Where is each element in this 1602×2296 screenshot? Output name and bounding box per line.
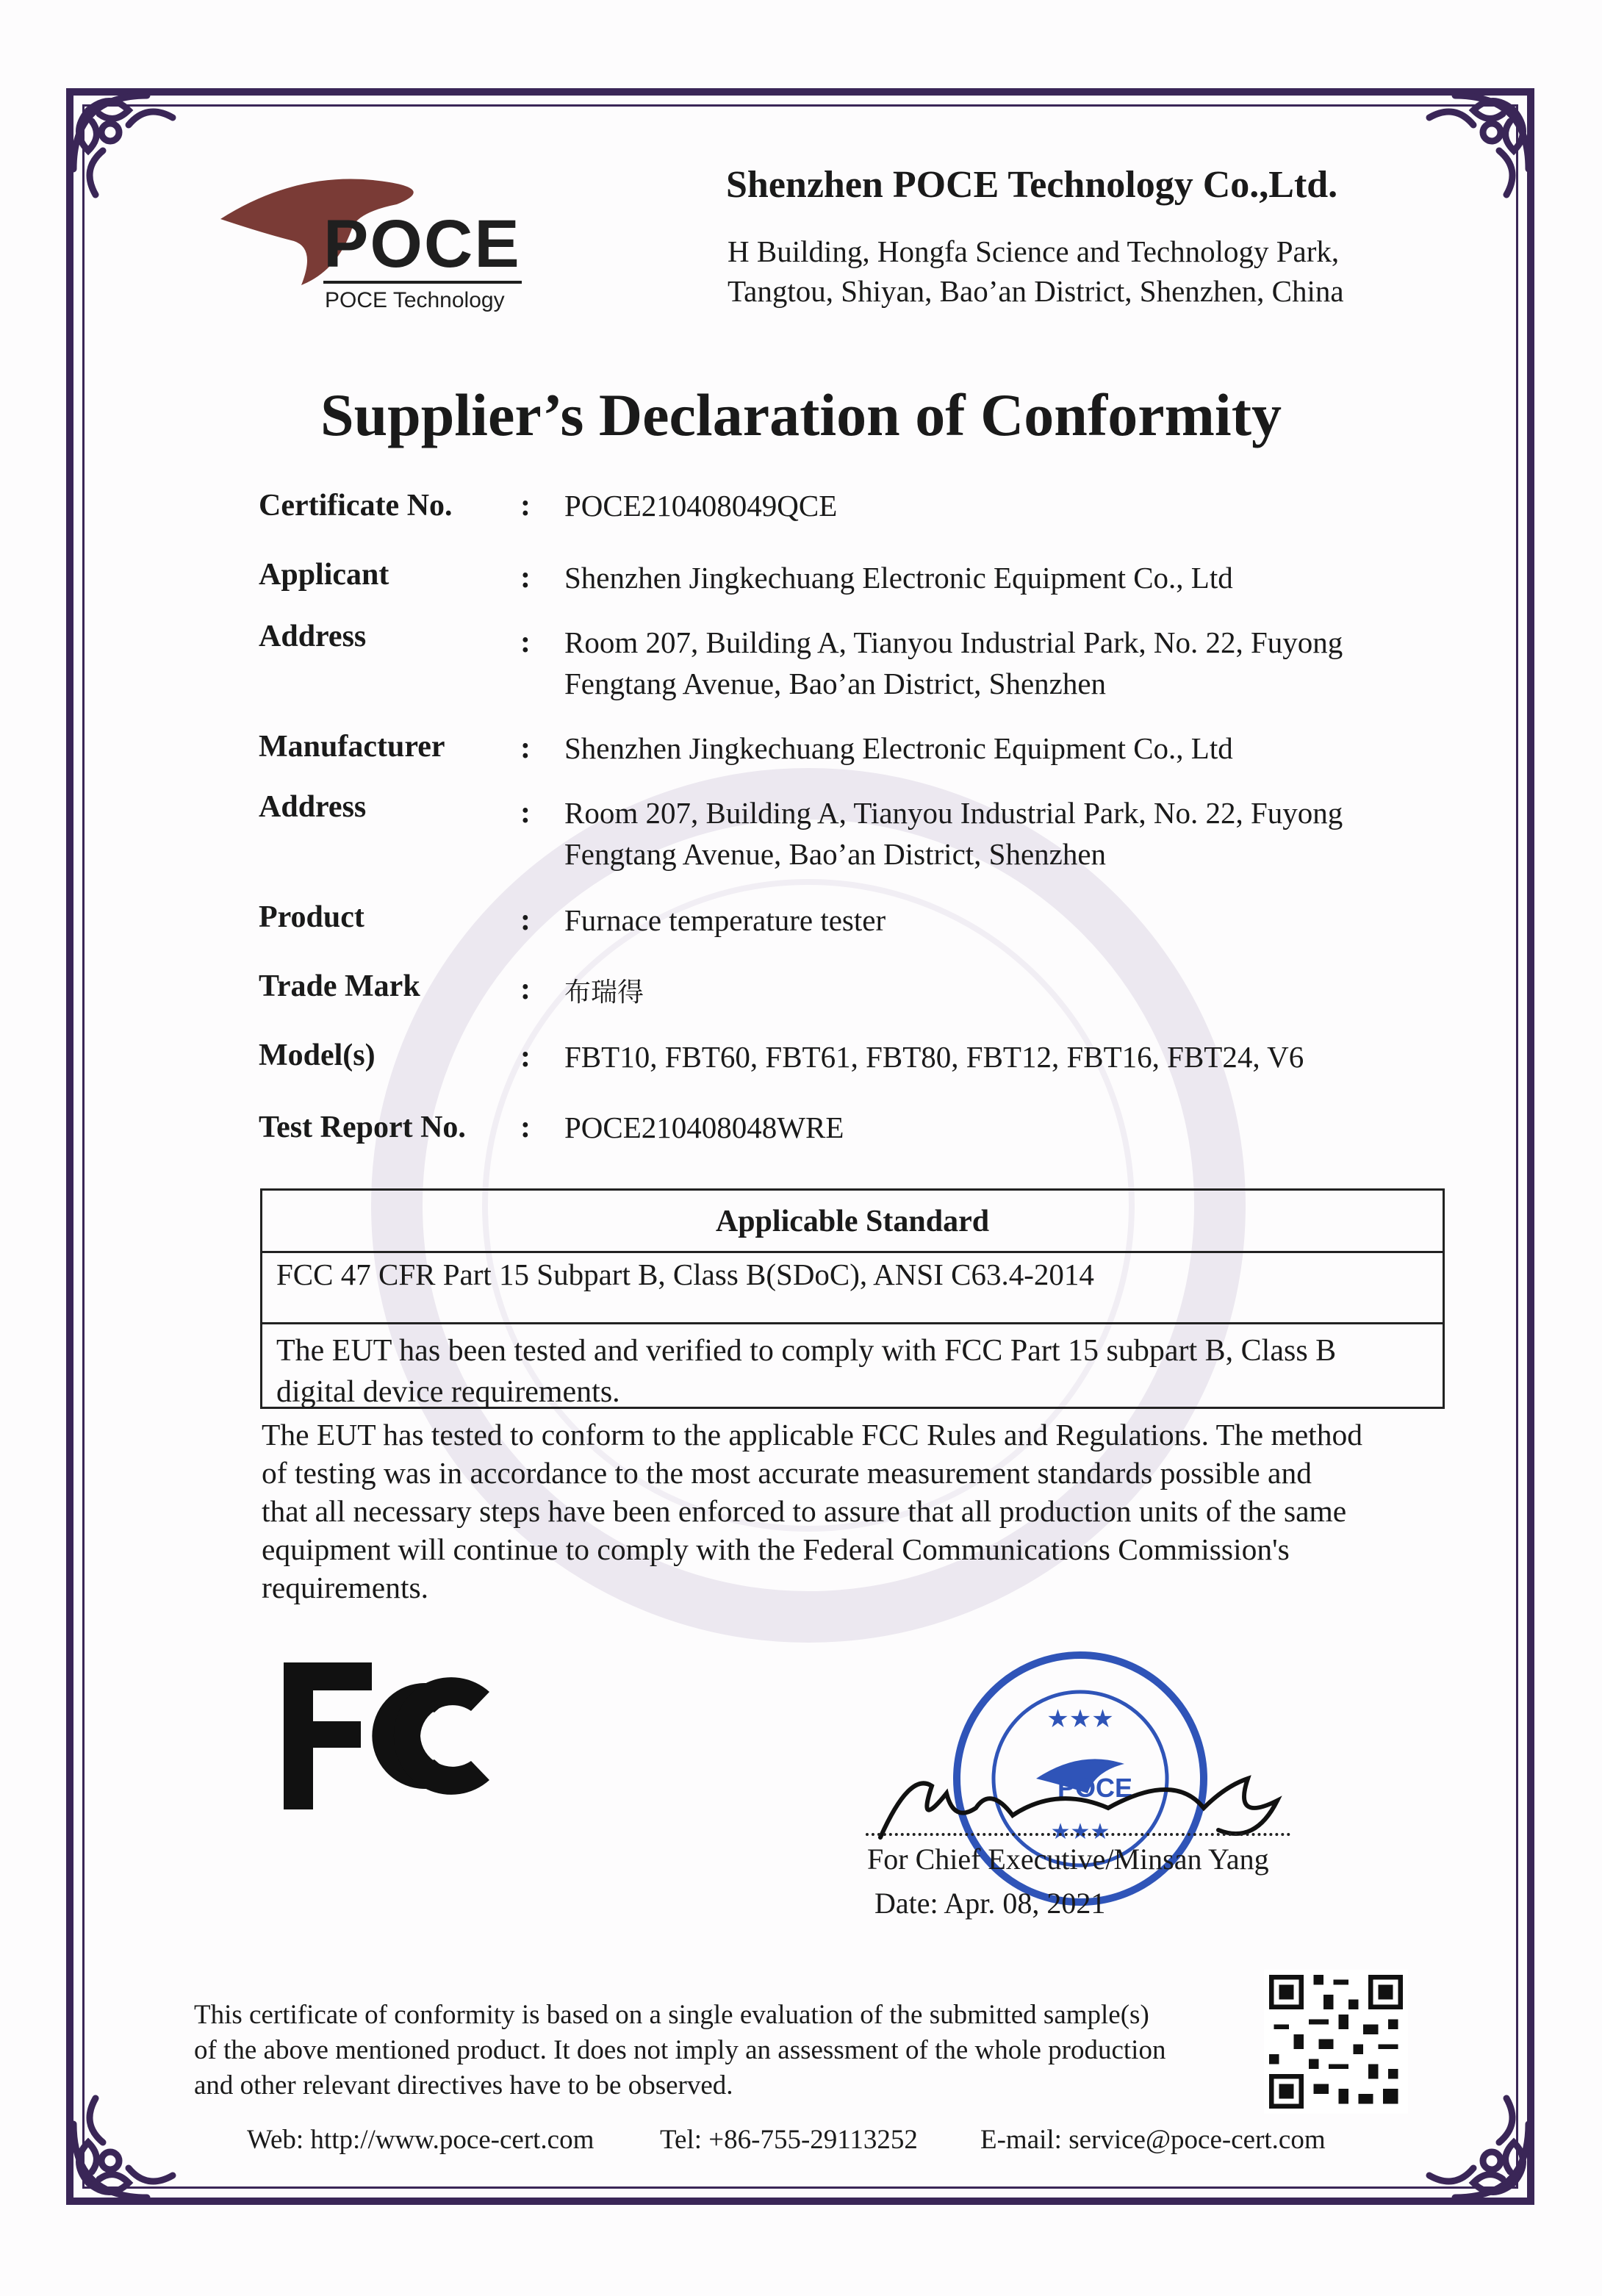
logo-subtext: POCE Technology <box>325 288 505 312</box>
manufacturer-address-label: Address <box>259 790 367 824</box>
colon: : <box>520 903 531 937</box>
colon: : <box>520 972 531 1006</box>
compliance-paragraph-line: requirements. <box>262 1571 429 1604</box>
colon: : <box>520 489 531 523</box>
disclaimer-line: of the above mentioned product. It does not imply an assessment of the whole production <box>194 2035 1166 2065</box>
colon: : <box>520 1111 531 1144</box>
standard-note-line1: The EUT has been tested and verified to comply with FCC Part 15 subpart B, Class B <box>276 1334 1337 1368</box>
colon: : <box>520 625 531 659</box>
issuer-address-line2: Tangtou, Shiyan, Bao’an District, Shenzhen, China <box>728 274 1344 308</box>
colon: : <box>520 796 531 830</box>
issuer-company-name: Shenzhen POCE Technology Co.,Ltd. <box>726 164 1338 206</box>
document-title: Supplier’s Declaration of Conformity <box>320 381 1282 448</box>
colon: : <box>520 561 531 595</box>
compliance-paragraph-line: The EUT has tested to conform to the applicable FCC Rules and Regulations. The method <box>262 1418 1362 1452</box>
issuer-address-line1: H Building, Hongfa Science and Technology Park, <box>728 234 1340 268</box>
compliance-paragraph-line: of testing was in accordance to the most accurate measurement standards possible and <box>262 1456 1312 1490</box>
applicant-address-line2: Fengtang Avenue, Bao’an District, Shenzhen <box>564 667 1107 700</box>
corner-ornament-icon <box>1396 2065 1543 2212</box>
standard-note-line2: digital device requirements. <box>276 1375 620 1409</box>
logo-divider <box>323 281 522 284</box>
models-label: Model(s) <box>259 1038 376 1072</box>
certificate-value: POCE210408049QCE <box>564 489 838 523</box>
manufacturer-address-line1: Room 207, Building A, Tianyou Industrial Park, No. 22, Fuyong <box>564 796 1343 830</box>
trademark-value: 布瑞得 <box>564 977 644 1008</box>
manufacturer-address-line2: Fengtang Avenue, Bao’an District, Shenzhen <box>564 837 1107 871</box>
signature-line <box>866 1833 1290 1836</box>
footer-telephone: Tel: +86-755-29113252 <box>660 2125 918 2155</box>
svg-text:★★★: ★★★ <box>1050 1820 1110 1844</box>
signatory: For Chief Executive/Minsan Yang <box>867 1843 1269 1876</box>
corner-ornament-icon <box>59 81 206 228</box>
applicant-label: Applicant <box>259 558 389 592</box>
issue-date: Date: Apr. 08, 2021 <box>874 1887 1106 1920</box>
corner-ornament-icon <box>1396 81 1543 228</box>
standard-heading: Applicable Standard <box>715 1205 990 1238</box>
fcc-logo-icon <box>284 1662 497 1809</box>
applicant-value: Shenzhen Jingkechuang Electronic Equipment Co., Ltd <box>564 561 1233 595</box>
manufacturer-label: Manufacturer <box>259 730 445 764</box>
footer-email-link[interactable]: E-mail: service@poce-cert.com <box>980 2125 1326 2155</box>
colon: : <box>520 731 531 765</box>
disclaimer-line: and other relevant directives have to be observed. <box>194 2070 733 2101</box>
logo-text: POCE <box>323 207 521 281</box>
svg-text:POCE: POCE <box>1057 1773 1133 1803</box>
disclaimer-line: This certificate of conformity is based on a single evaluation of the submitted sample(s) <box>194 2000 1149 2030</box>
standard-value: FCC 47 CFR Part 15 Subpart B, Class B(SDoC), ANSI C63.4-2014 <box>276 1258 1094 1291</box>
manufacturer-value: Shenzhen Jingkechuang Electronic Equipment Co., Ltd <box>564 731 1233 765</box>
certificate-label: Certificate No. <box>259 489 453 523</box>
models-value: FBT10, FBT60, FBT61, FBT80, FBT12, FBT16, FBT24, V6 <box>564 1040 1304 1074</box>
colon: : <box>520 1040 531 1074</box>
compliance-paragraph-line: that all necessary steps have been enforced to assure that all production units of the same <box>262 1494 1347 1528</box>
qr-code[interactable] <box>1264 1970 1408 2114</box>
applicant-address-line1: Room 207, Building A, Tianyou Industrial Park, No. 22, Fuyong <box>564 625 1343 659</box>
test-report-label: Test Report No. <box>259 1111 466 1144</box>
test-report-value: POCE210408048WRE <box>564 1111 844 1144</box>
footer-website-link[interactable]: Web: http://www.poce-cert.com <box>247 2125 595 2155</box>
compliance-paragraph-line: equipment will continue to comply with the Federal Communications Commission's <box>262 1532 1290 1566</box>
corner-ornament-icon <box>59 2065 206 2212</box>
product-value: Furnace temperature tester <box>564 903 886 937</box>
product-label: Product <box>259 900 364 934</box>
trademark-label: Trade Mark <box>259 969 420 1003</box>
applicant-address-label: Address <box>259 620 367 653</box>
svg-text:★★★: ★★★ <box>1046 1705 1114 1733</box>
